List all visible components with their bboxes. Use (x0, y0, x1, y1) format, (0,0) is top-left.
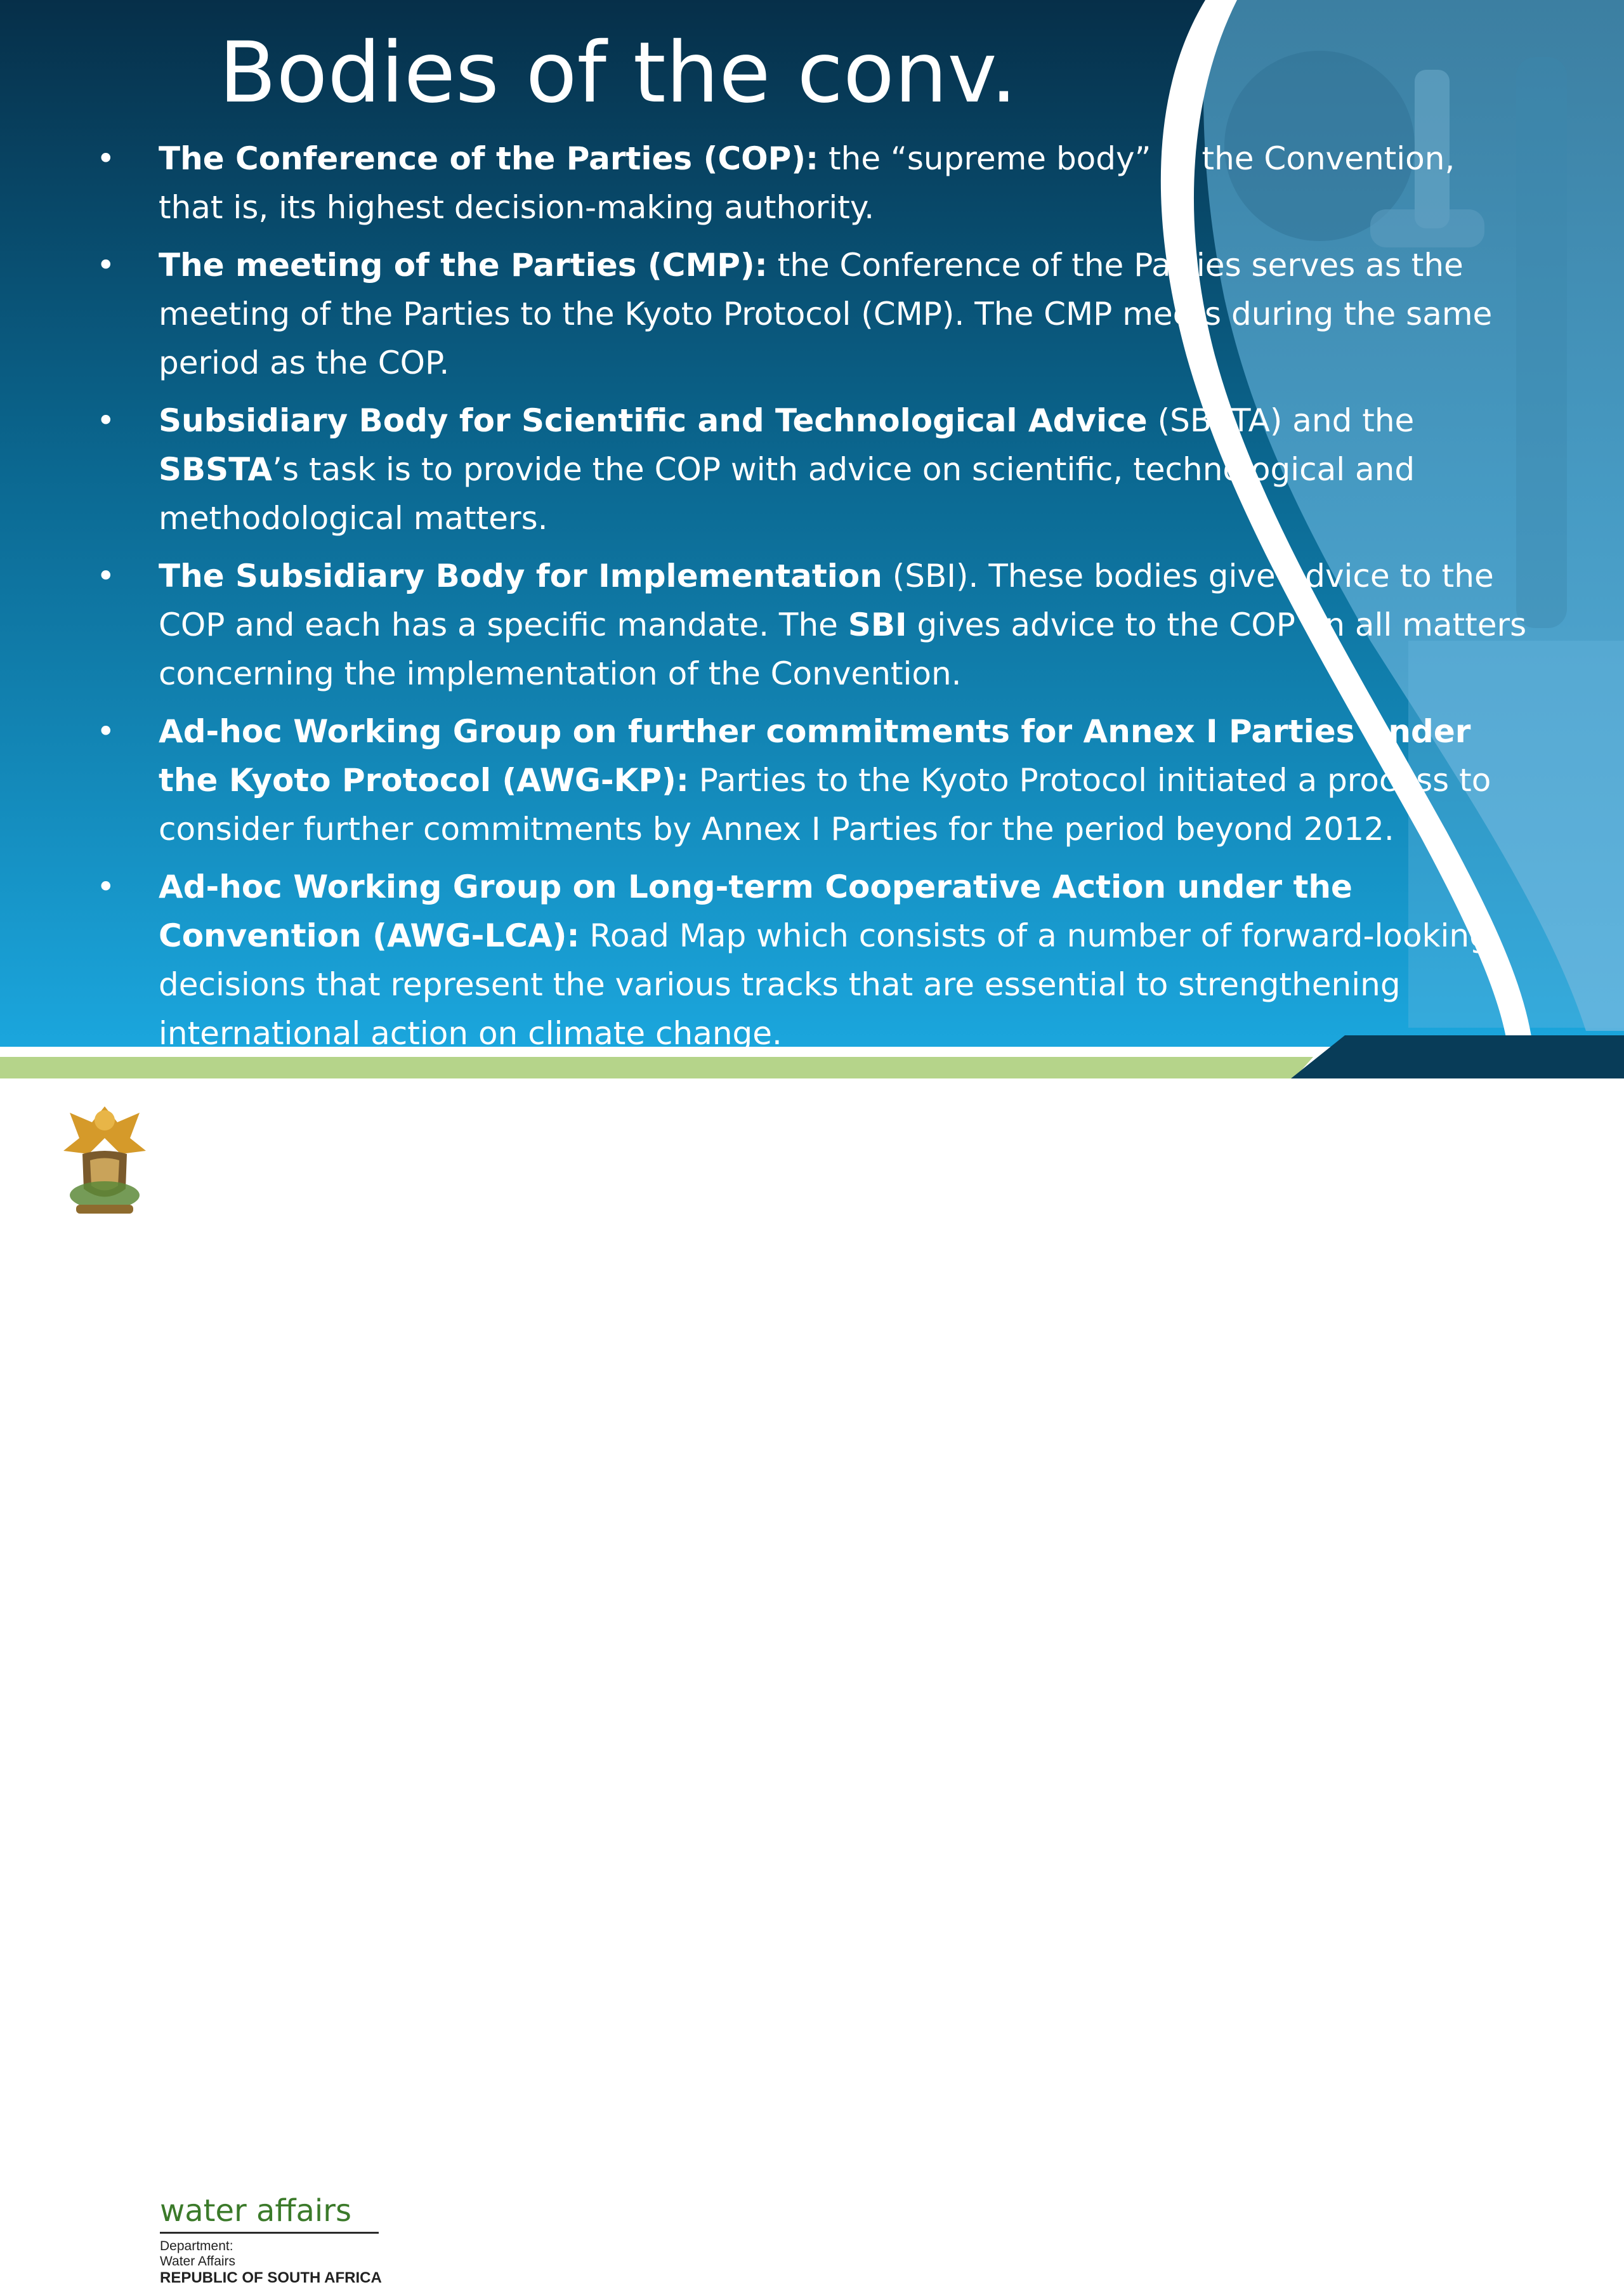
bullet-body-text: Road Map which consists of a number of forward-looking decisions that represent the various tracks that are essential to strengthening international action on climate change. (159, 917, 1490, 1052)
bullet-marker: • (96, 140, 115, 177)
coat-of-arms-logo (57, 1094, 152, 1221)
slide-title: Bodies of the conv. (219, 24, 1018, 122)
bullet-list (89, 134, 1529, 1067)
bullet-body-text: Parties to the Kyoto Protocol initiated a process to consider further commitments by Annex I Parties for the period beyond 2012. (159, 762, 1491, 848)
bullet-marker: • (96, 713, 115, 750)
bullet-body-text: the “supreme body” of the Convention, that is, its highest decision-making authority. (159, 140, 1455, 226)
bullet-marker: • (96, 247, 115, 284)
bullet-body-text: (SBI). These bodies give advice to the COP and each has a specific mandate. The (159, 558, 1494, 643)
brand-name: water affairs (160, 2193, 351, 2229)
logo-text (160, 2192, 382, 2287)
bullet-heading-text: The Subsidiary Body for Implementation (159, 558, 882, 594)
bullet-heading-text: Ad-hoc Working Group on Long-term Cooperative Action under the Convention (AWG-LCA): (159, 868, 1352, 954)
bullet-body-text: ’s task is to provide the COP with advice on scientific, technological and methodological matters. (159, 451, 1415, 537)
bullet-heading-text: Subsidiary Body for Scientific and Technological Advice (159, 402, 1148, 439)
bullet-body-text: (SBSTA) and the (1147, 402, 1415, 439)
bullet-heading-text: Ad-hoc Working Group on further commitments for Annex I Parties under the Kyoto Protocol (AWG-KP): (159, 713, 1471, 799)
bullet-item (89, 552, 1529, 698)
bullet-heading-text: The meeting of the Parties (CMP): (159, 247, 768, 284)
footer (0, 1078, 1624, 2286)
bullet-heading-text: SBI (848, 606, 907, 643)
bullet-body-text: the Conference of the Parties serves as the meeting of the Parties to the Kyoto Protocol (CMP). The CMP meets during the same period as the COP. (159, 247, 1493, 381)
bullet-heading-text: The Conference of the Parties (COP): (159, 140, 819, 177)
bullet-marker: • (96, 558, 115, 594)
country-name: REPUBLIC OF SOUTH AFRICA (160, 2269, 382, 2286)
bullet-item (89, 863, 1529, 1058)
brand-rule (160, 2232, 379, 2234)
bullet-heading-text: SBSTA (159, 451, 273, 488)
bullet-item (89, 396, 1529, 543)
bullet-body-text: gives advice to the COP on all matters concerning the implementation of the Convention. (159, 606, 1527, 692)
bullet-marker: • (96, 868, 115, 905)
bullet-item (89, 707, 1529, 854)
bullet-marker: • (96, 402, 115, 439)
bullet-item (89, 241, 1529, 388)
department-label: Department: (160, 2239, 233, 2253)
department-name: Water Affairs (160, 2254, 236, 2269)
bullet-item (89, 134, 1529, 232)
